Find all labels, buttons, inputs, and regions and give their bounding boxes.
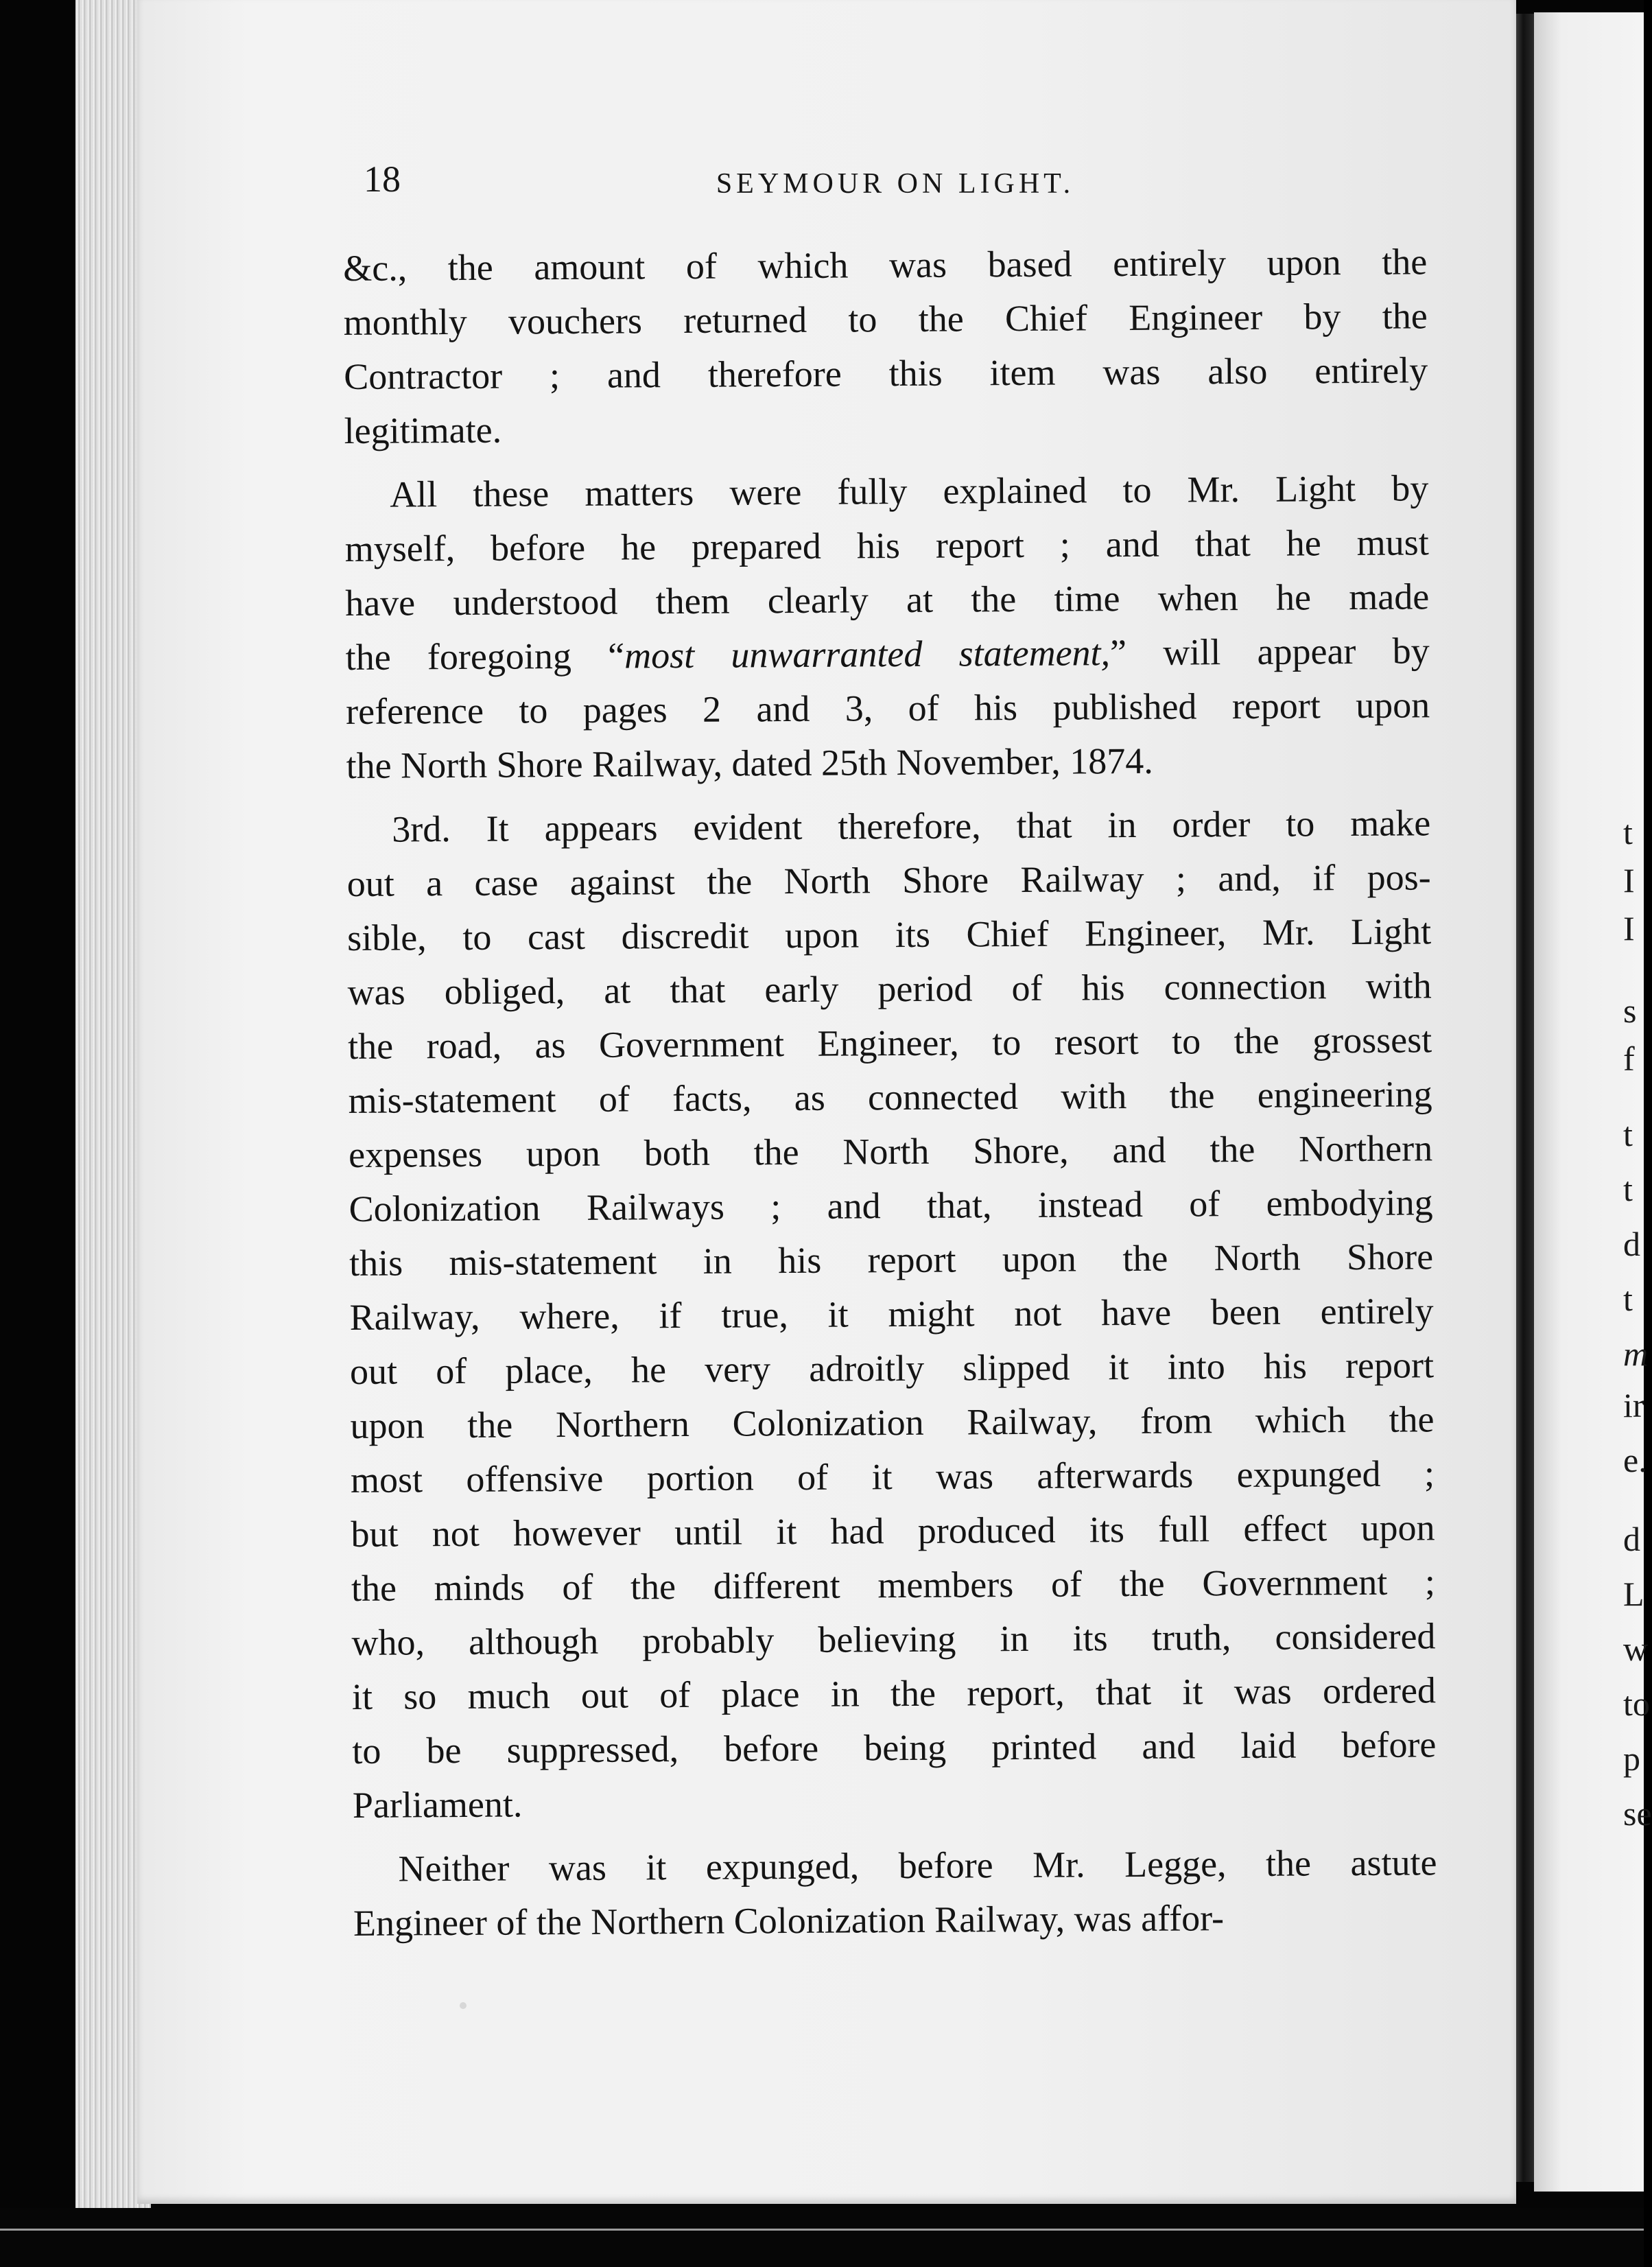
text-line: mis-statement of facts, as connected with the engineering xyxy=(348,1073,1432,1121)
text-line: out of place, he very adroitly slipped it into his report xyxy=(349,1344,1435,1392)
facing-page-fragment: w xyxy=(1623,1630,1649,1668)
facing-page-fragment: t xyxy=(1623,1280,1633,1318)
facing-page-fragment: t xyxy=(1623,1170,1633,1208)
facing-page-fragment: f xyxy=(1623,1039,1635,1078)
facing-page-fragment: se xyxy=(1623,1794,1652,1833)
text-line: Parliament. xyxy=(352,1783,523,1826)
page-header xyxy=(364,158,1427,220)
text-line: &c., the amount of which was based entirely upon the xyxy=(343,241,1428,289)
text-line: sible, to cast discredit upon its Chief Engineer, Mr. Light xyxy=(347,911,1432,959)
text-line: to be suppressed, before being printed and laid before xyxy=(352,1724,1437,1772)
book-gutter xyxy=(1516,14,1534,2182)
body-text xyxy=(343,235,1437,1951)
text-line: myself, before he prepared his report ; and that he must xyxy=(344,521,1429,569)
text-line: have understood them clearly at the time when he made xyxy=(345,576,1430,624)
facing-page-fragment: I xyxy=(1623,861,1635,900)
text-line: Colonization Railways ; and that, instead of embodying xyxy=(349,1182,1433,1230)
text-line: was obliged, at that early period of his connection with xyxy=(347,965,1432,1013)
text-line: the foregoing “most unwarranted statement,” will appear by xyxy=(345,630,1430,678)
text-line: the minds of the different members of the Government ; xyxy=(351,1561,1436,1609)
text-line: upon the Northern Colonization Railway, from which the xyxy=(350,1398,1435,1446)
facing-page-fragment: ir xyxy=(1623,1386,1644,1424)
facing-page-fragment: e. xyxy=(1623,1441,1647,1479)
facing-page-fragment: t xyxy=(1623,813,1633,851)
facing-page-fragment: L xyxy=(1623,1575,1644,1613)
running-title: SEYMOUR ON LIGHT. xyxy=(716,168,1075,200)
facing-page-fragment: I xyxy=(1623,909,1635,948)
print-speck xyxy=(460,2002,467,2009)
text-line: expenses upon both the North Shore, and the Northern xyxy=(348,1127,1433,1175)
scan-bottom-line xyxy=(0,2229,1644,2231)
text-line: Railway, where, if true, it might not have been entirely xyxy=(349,1290,1434,1338)
page-number: 18 xyxy=(364,158,401,200)
text-line: reference to pages 2 and 3, of his published report upon xyxy=(346,684,1430,732)
scan-bottom-band xyxy=(0,2208,1644,2267)
text-line: monthly vouchers returned to the Chief Engineer by the xyxy=(343,295,1428,343)
text-line: legitimate. xyxy=(344,409,502,451)
facing-page-fragment: m xyxy=(1623,1335,1649,1373)
text-line: Contractor ; and therefore this item was also entirely xyxy=(344,349,1428,397)
text-line: who, although probably believing in its truth, considered xyxy=(351,1615,1436,1663)
text-line: the road, as Government Engineer, to resort to the grossest xyxy=(347,1019,1432,1067)
text-line: it so much out of place in the report, that it was ordered xyxy=(351,1669,1437,1717)
text-line: Neither was it expunged, before Mr. Legge, the astute xyxy=(398,1842,1437,1890)
text-line: the North Shore Railway, dated 25th November, 1874. xyxy=(346,740,1153,786)
facing-page-fragment: d xyxy=(1623,1520,1640,1558)
italic-quote: most unwarranted statement, xyxy=(624,632,1111,677)
text-line: Engineer of the Northern Colonization Railway, was affor- xyxy=(353,1897,1225,1944)
facing-page-fragment: t xyxy=(1623,1115,1633,1153)
text-line: 3rd. It appears evident therefore, that in order to make xyxy=(392,802,1431,850)
facing-page-fragment: p xyxy=(1623,1739,1640,1778)
facing-page-fragment: d xyxy=(1623,1225,1640,1263)
text-line: this mis-statement in his report upon the North Shore xyxy=(349,1236,1434,1284)
text-line: All these matters were fully explained to Mr. Light by xyxy=(390,467,1429,515)
facing-page-fragment: s xyxy=(1623,991,1637,1030)
text-line: most offensive portion of it was afterwards expunged ; xyxy=(350,1453,1435,1501)
text-line: but not however until it had produced its full effect upon xyxy=(351,1507,1435,1555)
facing-page-fragment: to xyxy=(1623,1684,1650,1723)
facing-page-edge xyxy=(1534,12,1652,2192)
text-line: out a case against the North Shore Railway ; and, if pos- xyxy=(346,856,1431,904)
